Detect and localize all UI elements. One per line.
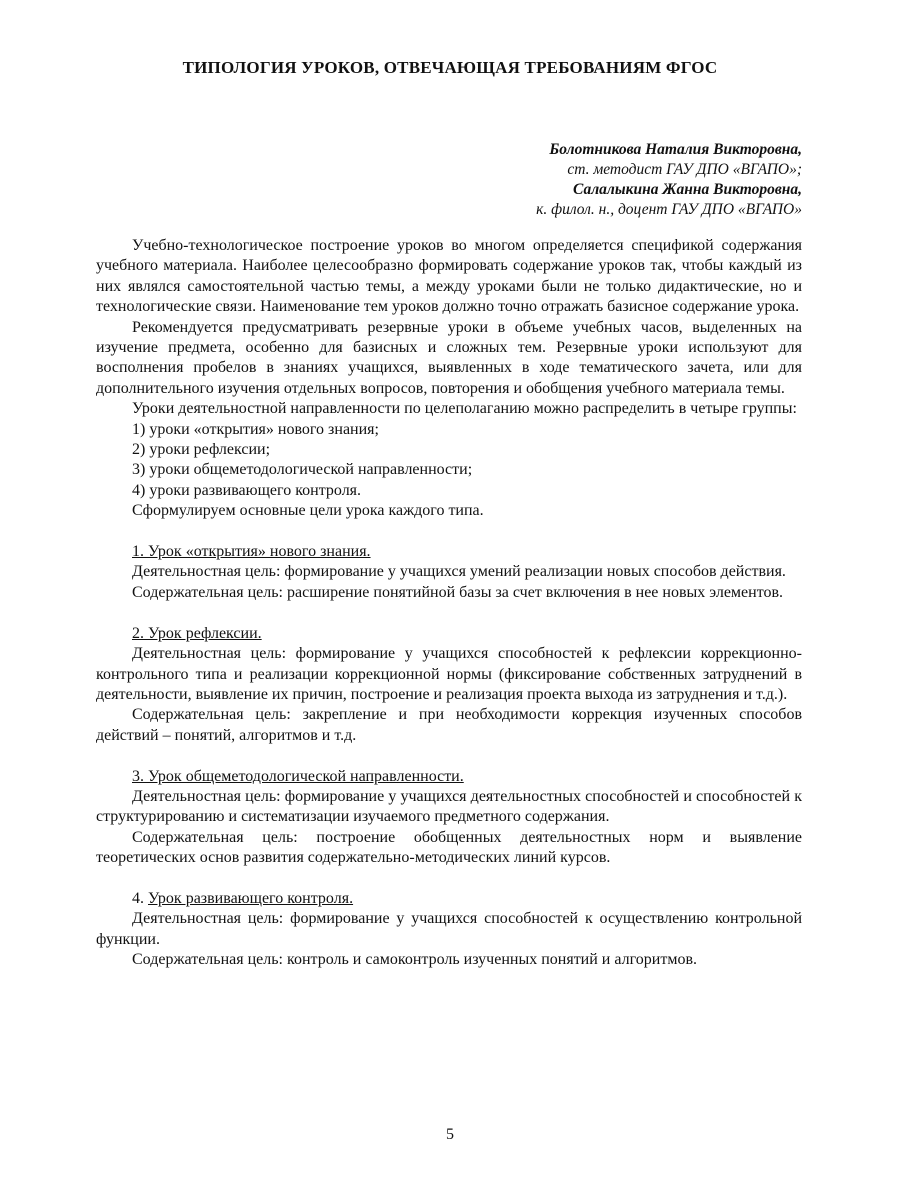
- content-goal-paragraph: Содержательная цель: расширение понятийной базы за счет включения в нее новых элементов.: [132, 583, 784, 601]
- authors-block: [302, 140, 802, 220]
- article-body: [96, 236, 802, 971]
- group-list-item: 4) уроки развивающего контроля.: [132, 481, 362, 499]
- author-name: Салалыкина Жанна Викторовна,: [573, 181, 802, 198]
- content-goal-paragraph: Содержательная цель: закрепление и при необходимости коррекция изученных способов действий – понятий, алгоритмов и т.д.: [96, 706, 802, 744]
- page-number: 5: [446, 1126, 454, 1143]
- page-title: ТИПОЛОГИЯ УРОКОВ, ОТВЕЧАЮЩАЯ ТРЕБОВАНИЯМ ФГОС: [182, 58, 718, 77]
- section-gap: [96, 603, 802, 623]
- intro-paragraph: Рекомендуется предусматривать резервные уроки в объеме учебных часов, выделенных на изучение предмета, особенно для базисных и сложных тем. Резервные уроки используют для восполнения пробелов в знаниях учащихся, выявленных в ходе тематического зачета, или для дополнительного изучения отдельных вопросов, повторения и обобщения учебного материала темы.: [96, 318, 802, 397]
- group-list-item: 3) уроки общеметодологической направленности;: [132, 461, 473, 479]
- section-heading-text: 1. Урок «открытия» нового знания.: [132, 543, 371, 561]
- group-list-item: 2) уроки рефлексии;: [132, 441, 271, 459]
- author-name: Болотникова Наталия Викторовна,: [549, 141, 802, 158]
- intro-paragraph: Учебно-технологическое построение уроков во многом определяется спецификой содержания учебного материала. Наиболее целесообразно формировать содержание уроков так, чтобы каждый из них являлся самостоятельной частью темы, а между уроками были не только дидактические, но и технологические связи. Наименование тем уроков должно точно отражать базисное содержание урока.: [96, 237, 802, 316]
- section-gap: [96, 869, 802, 889]
- lead-paragraph: Сформулируем основные цели урока каждого типа.: [132, 502, 484, 520]
- section-heading: [96, 767, 802, 787]
- activity-goal-paragraph: Деятельностная цель: формирование у учащихся способностей к рефлексии коррекционно-контрольного типа и реализации коррекционной нормы (фиксирование собственных затруднений в деятельности, выявление их причин, построение и реализация проекта выхода из затруднения и т.д.).: [96, 645, 802, 703]
- section-gap: [96, 746, 802, 766]
- section-heading-prefix: 4.: [132, 889, 148, 907]
- activity-goal-paragraph: Деятельностная цель: формирование у учащихся способностей к осуществлению контрольной функции.: [96, 910, 802, 948]
- content-goal-paragraph: Содержательная цель: контроль и самоконтроль изученных понятий и алгоритмов.: [132, 951, 697, 969]
- section-heading: [96, 624, 802, 644]
- group-list-item: 1) уроки «открытия» нового знания;: [132, 420, 379, 438]
- content-goal-paragraph: Содержательная цель: построение обобщенных деятельностных норм и выявление теоретических основ развития содержательно-методических линий курсов.: [96, 828, 802, 867]
- author-position: ст. методист ГАУ ДПО «ВГАПО»;: [567, 161, 802, 178]
- author-position: к. филол. н., доцент ГАУ ДПО «ВГАПО»: [536, 201, 802, 218]
- section-heading: [96, 542, 802, 562]
- section-heading-text: 2. Урок рефлексии.: [132, 624, 262, 642]
- activity-goal-paragraph: Деятельностная цель: формирование у учащихся деятельностных способностей и способностей к структурированию и систематизации изучаемого предметного содержания.: [96, 787, 802, 826]
- section-heading-text: 3. Урок общеметодологической направленности.: [132, 767, 464, 785]
- intro-paragraph: Уроки деятельностной направленности по целеполаганию можно распределить в четыре группы:: [132, 400, 797, 418]
- section-heading-text: Урок развивающего контроля.: [148, 889, 354, 907]
- section-heading: [96, 889, 802, 909]
- section-gap: [96, 522, 802, 542]
- activity-goal-paragraph: Деятельностная цель: формирование у учащихся умений реализации новых способов действия.: [132, 563, 786, 581]
